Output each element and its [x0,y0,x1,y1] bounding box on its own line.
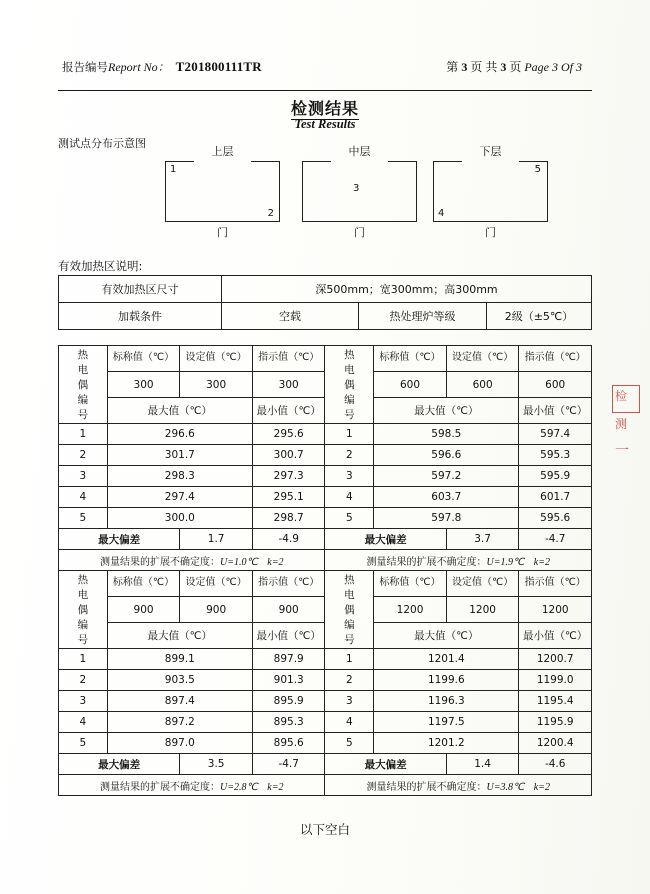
row-max-left: 899.1 [107,649,252,670]
row-min-right: 1200.4 [519,733,592,754]
report-no-block [62,58,262,75]
id-header-char: 热 [77,349,89,361]
page-label-en: Page 3 Of 3 [524,60,582,74]
row-id-right: 4 [325,712,374,733]
max-deviation-value-left: 3.5 [180,754,253,775]
min-deviation-value-right: -4.6 [519,754,592,775]
min-header-right: 最小值（℃） [519,623,592,649]
box-top-right-edge [251,161,279,162]
uncertainty-u-right: U=1.9℃ [486,556,525,568]
row-max-right: 596.6 [374,445,519,466]
table-row [59,424,592,445]
nominal-value-left: 900 [107,597,180,623]
table-row [59,712,592,733]
table-row [59,466,592,487]
nominal-header-left: 标称值（℃） [107,346,180,372]
nominal-value-right: 1200 [374,597,447,623]
diagram-box-upper-caption: 上层 [211,145,234,158]
page-label-2: 页 共 [470,60,498,74]
diagram-box-upper [165,143,280,240]
stamp-char-1: 检 [615,389,628,403]
nominal-header-left: 标称值（℃） [107,571,180,597]
diagram-label: 测试点分布示意图 [58,137,146,150]
row-max-left: 300.0 [107,508,252,529]
row-id-right: 4 [325,487,374,508]
row-min-left: 295.1 [252,487,325,508]
point-marker: 3 [353,183,360,194]
table-row [59,691,592,712]
id-header-char: 编 [344,619,355,631]
row-id-left: 5 [59,508,108,529]
min-header-left: 最小值（℃） [252,623,325,649]
row-max-right: 598.5 [374,424,519,445]
row-id-left: 4 [59,712,108,733]
id-header-char: 号 [344,409,355,421]
row-min-left: 895.3 [252,712,325,733]
thermocouple-id-header-right [325,346,374,424]
measurement-table-2 [58,570,592,796]
row-min-left: 295.6 [252,424,325,445]
diagram-box-lower [433,143,548,240]
row-min-right: 595.9 [519,466,592,487]
row-max-left: 897.4 [107,691,252,712]
measurement-point-diagram [150,143,570,238]
row-id-right: 3 [325,691,374,712]
report-no-value: T201800111TR [175,59,262,74]
uncertainty-label-left: 测量结果的扩展不确定度： [100,556,221,568]
measurement-table-1 [58,345,592,571]
table-row [59,733,592,754]
table-row [59,670,592,691]
set-header-left: 设定值（℃） [180,571,253,597]
uncertainty-label-left: 测量结果的扩展不确定度： [100,781,221,793]
set-value-left: 900 [180,597,253,623]
row-min-right: 595.3 [519,445,592,466]
uncertainty-k-right: k=2 [533,556,550,568]
load-condition-label: 加载条件 [59,303,222,330]
set-value-right: 1200 [446,597,519,623]
uncertainty-k-right: k=2 [533,781,550,793]
diagram-box-lower-door: 门 [485,226,496,239]
table-row [59,508,592,529]
row-min-right: 597.4 [519,424,592,445]
thermocouple-id-header-left [59,571,108,649]
row-id-left: 3 [59,466,108,487]
uncertainty-cell-left [59,775,325,796]
indicated-value-right: 1200 [519,597,592,623]
indicated-header-left: 指示值（℃） [252,346,325,372]
uncertainty-u-left: U=2.8℃ [220,781,258,793]
table-row [59,571,592,597]
load-condition-value: 空载 [222,303,359,330]
max-deviation-label-left: 最大偏差 [59,529,180,550]
max-header-right: 最大值（℃） [374,623,519,649]
row-id-right: 3 [325,466,374,487]
heating-zone-title: 有效加热区说明: [58,259,143,273]
max-header-right: 最大值（℃） [374,398,519,424]
row-max-left: 298.3 [107,466,252,487]
uncertainty-cell-right [325,775,592,796]
uncertainty-label-right: 测量结果的扩展不确定度： [366,781,487,793]
thermocouple-id-header-right [325,571,374,649]
diagram-box-middle-caption: 中层 [348,145,371,158]
id-header-char: 热 [344,574,355,586]
table-row [59,303,592,330]
row-min-right: 1200.7 [519,649,592,670]
page-title [0,96,650,119]
row-id-left: 3 [59,691,108,712]
row-max-left: 301.7 [107,445,252,466]
diagram-box-upper-shape [165,161,280,222]
uncertainty-cell-right [325,550,592,571]
row-min-left: 901.3 [252,670,325,691]
id-header-char: 热 [344,349,355,361]
row-min-left: 895.6 [252,733,325,754]
indicated-value-left: 300 [252,372,325,398]
page-header [62,58,582,75]
box-top-right-edge [519,161,547,162]
max-deviation-value-left: 1.7 [180,529,253,550]
row-max-left: 296.6 [107,424,252,445]
id-header-char: 电 [344,589,355,601]
id-header-char: 号 [344,634,355,646]
nominal-header-right: 标称值（℃） [374,571,447,597]
diagram-box-middle-shape [302,161,417,222]
row-min-left: 895.9 [252,691,325,712]
heating-zone-size-label: 有效加热区尺寸 [59,276,222,303]
row-max-left: 897.2 [107,712,252,733]
table-row [59,346,592,372]
row-min-right: 1195.4 [519,691,592,712]
point-marker: 4 [438,208,445,219]
row-max-right: 597.8 [374,508,519,529]
heating-zone-size-value: 深500mm；宽300mm；高300mm [222,276,592,303]
max-deviation-label-left: 最大偏差 [59,754,180,775]
table-row [59,445,592,466]
box-top-left-edge [166,161,194,162]
row-max-right: 1197.5 [374,712,519,733]
page-current: 3 [461,60,468,74]
page-total: 3 [500,60,507,74]
point-marker: 1 [170,164,177,175]
row-id-left: 4 [59,487,108,508]
heating-zone-table [58,275,592,330]
stamp-char-2: 测 [615,417,628,431]
id-header-char: 电 [77,589,89,601]
id-header-char: 偶 [344,604,355,616]
id-header-char: 热 [77,574,89,586]
row-max-right: 1201.2 [374,733,519,754]
table-row [59,276,592,303]
page-label-1: 第 [446,60,459,74]
page-title-text: 检测结果 [290,99,359,118]
point-marker: 2 [267,208,274,219]
row-id-left: 1 [59,649,108,670]
id-header-char: 电 [77,364,89,376]
row-min-right: 601.7 [519,487,592,508]
uncertainty-k-left: k=2 [267,781,284,793]
table-row [59,649,592,670]
min-header-left: 最小值（℃） [252,398,325,424]
stamp-char-3: 一 [615,443,629,459]
table-row [59,529,592,550]
diagram-box-middle [302,143,417,240]
row-max-right: 603.7 [374,487,519,508]
table-row [59,754,592,775]
furnace-class-label: 热处理炉等级 [359,303,487,330]
report-no-label-en: Report No： [108,60,170,74]
id-header-char: 编 [77,394,89,406]
nominal-header-right: 标称值（℃） [374,346,447,372]
uncertainty-cell-left [59,550,325,571]
max-deviation-value-right: 3.7 [446,529,519,550]
header-divider [58,90,592,91]
max-deviation-label-right: 最大偏差 [325,754,446,775]
uncertainty-label-right: 测量结果的扩展不确定度： [366,556,487,568]
table-row [59,775,592,796]
row-max-right: 1196.3 [374,691,519,712]
row-max-right: 1201.4 [374,649,519,670]
min-header-right: 最小值（℃） [519,398,592,424]
indicated-header-left: 指示值（℃） [252,571,325,597]
indicated-header-right: 指示值（℃） [519,346,592,372]
row-id-right: 2 [325,670,374,691]
indicated-value-right: 600 [519,372,592,398]
diagram-box-middle-door: 门 [354,226,365,239]
set-header-left: 设定值（℃） [180,346,253,372]
row-min-right: 1199.0 [519,670,592,691]
page-subtitle: Test Results [294,117,356,131]
diagram-box-lower-caption: 下层 [479,145,502,158]
id-header-char: 编 [77,619,89,631]
report-no-label-cn: 报告编号 [62,60,108,74]
min-deviation-value-right: -4.7 [519,529,592,550]
max-deviation-value-right: 1.4 [446,754,519,775]
min-deviation-value-left: -4.9 [252,529,325,550]
id-header-char: 电 [344,364,355,376]
row-id-right: 5 [325,508,374,529]
uncertainty-u-right: U=3.8℃ [486,781,525,793]
uncertainty-k-left: k=2 [267,556,284,568]
row-min-right: 1195.9 [519,712,592,733]
blank-note: 以下空白 [299,822,350,837]
id-header-char: 偶 [344,379,355,391]
set-header-right: 设定值（℃） [446,346,519,372]
row-min-left: 297.3 [252,466,325,487]
indicated-header-right: 指示值（℃） [519,571,592,597]
row-min-left: 300.7 [252,445,325,466]
red-stamp-mark [612,385,646,475]
set-header-right: 设定值（℃） [446,571,519,597]
row-id-right: 2 [325,445,374,466]
row-id-left: 2 [59,445,108,466]
row-id-left: 1 [59,424,108,445]
point-marker: 5 [534,164,541,175]
thermocouple-id-header-left [59,346,108,424]
table-row [59,487,592,508]
furnace-class-value: 2级（±5℃） [487,303,592,330]
diagram-box-lower-shape [433,161,548,222]
indicated-value-left: 900 [252,597,325,623]
row-min-left: 897.9 [252,649,325,670]
table-row [59,550,592,571]
row-max-left: 297.4 [107,487,252,508]
max-header-left: 最大值（℃） [107,398,252,424]
row-id-right: 5 [325,733,374,754]
set-value-left: 300 [180,372,253,398]
diagram-box-upper-door: 门 [217,226,228,239]
id-header-char: 编 [344,394,355,406]
row-max-left: 897.0 [107,733,252,754]
row-max-right: 1199.6 [374,670,519,691]
min-deviation-value-left: -4.7 [252,754,325,775]
row-id-right: 1 [325,649,374,670]
id-header-char: 号 [77,409,89,421]
id-header-char: 号 [77,634,89,646]
row-id-right: 1 [325,424,374,445]
box-top-left-edge [434,161,462,162]
row-max-right: 597.2 [374,466,519,487]
max-deviation-label-right: 最大偏差 [325,529,446,550]
box-top-left-edge [303,161,331,162]
nominal-value-left: 300 [107,372,180,398]
id-header-char: 偶 [77,379,89,391]
box-top-right-edge [388,161,416,162]
page-label-3: 页 [509,60,522,74]
row-min-left: 298.7 [252,508,325,529]
row-min-right: 595.6 [519,508,592,529]
uncertainty-u-left: U=1.0℃ [220,556,258,568]
row-max-left: 903.5 [107,670,252,691]
row-id-left: 5 [59,733,108,754]
set-value-right: 600 [446,372,519,398]
page-number-block [446,58,582,75]
nominal-value-right: 600 [374,372,447,398]
id-header-char: 偶 [77,604,89,616]
max-header-left: 最大值（℃） [107,623,252,649]
row-id-left: 2 [59,670,108,691]
